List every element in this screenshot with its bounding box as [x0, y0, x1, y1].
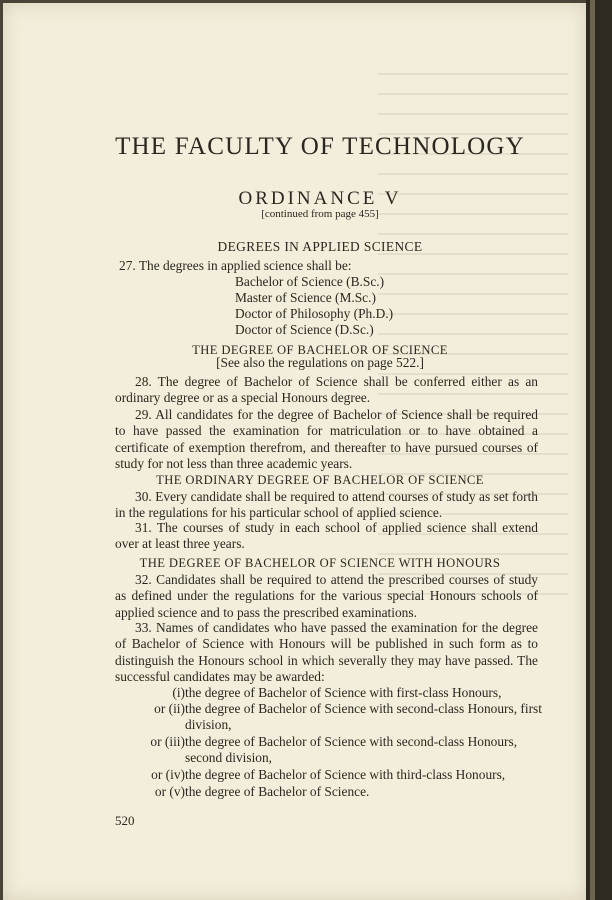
award-text: the degree of Bachelor of Science with first-class Honours,	[185, 685, 502, 700]
award-label: or (ii)	[154, 701, 185, 716]
award-text: the degree of Bachelor of Science with second-class Honours, second division,	[185, 734, 518, 765]
para-30: 30. Every candidate shall be required to attend courses of study as set forth in the regulations for his particular school of applied science.	[115, 489, 538, 521]
para-28: 28. The degree of Bachelor of Science shall be conferred either as an ordinary degree or as a special Honours degree.	[115, 374, 538, 406]
see-also-note: [See also the regulations on page 522.]	[216, 355, 424, 370]
degrees-heading: DEGREES IN APPLIED SCIENCE	[217, 239, 423, 254]
continued-note: [continued from page 455]	[261, 208, 379, 220]
degree-item: Master of Science (M.Sc.)	[235, 290, 376, 305]
award-item	[150, 734, 545, 766]
award-label: or (iii)	[150, 734, 185, 749]
award-item	[154, 784, 545, 800]
para-27: 27. The degrees in applied science shall be:	[119, 258, 352, 273]
ordinance-heading: ORDINANCE V	[238, 188, 402, 209]
award-text: the degree of Bachelor of Science with third-class Honours,	[185, 767, 506, 782]
para-33: 33. Names of candidates who have passed the examination for the degree of Bachelor of Science with Honours will be published in such form as to distinguish the Honours school in which severally they may have passed. The successful candidates may be awarded:	[115, 620, 538, 684]
award-item	[154, 701, 545, 733]
award-text: the degree of Bachelor of Science.	[185, 784, 370, 799]
degree-item: Doctor of Philosophy (Ph.D.)	[235, 306, 394, 321]
ordinary-heading: THE ORDINARY DEGREE OF BACHELOR OF SCIENCE	[156, 473, 484, 487]
page-title: THE FACULTY OF TECHNOLOGY	[115, 133, 525, 160]
para-31: 31. The courses of study in each school of applied science shall extend over at least three years.	[115, 520, 538, 552]
award-item	[172, 685, 545, 701]
degree-item: Bachelor of Science (B.Sc.)	[235, 274, 385, 289]
award-item	[151, 767, 545, 783]
award-label: or (v)	[154, 784, 185, 799]
award-text: the degree of Bachelor of Science with second-class Honours, first division,	[185, 701, 542, 732]
award-label: or (iv)	[151, 767, 185, 782]
award-label: (i)	[172, 685, 185, 700]
bachelor-heading: THE DEGREE OF BACHELOR OF SCIENCE	[192, 343, 448, 357]
page-number: 520	[115, 813, 135, 828]
para-32: 32. Candidates shall be required to attend the prescribed courses of study as defined under the regulations for the various special Honours schools of applied science and to pass the prescribed examinations.	[115, 572, 538, 620]
honours-heading: THE DEGREE OF BACHELOR OF SCIENCE WITH HONOURS	[139, 556, 501, 570]
para-29: 29. All candidates for the degree of Bachelor of Science shall be required to have passed the examination for matriculation or to have obtained a certificate of exemption therefrom, and thereafter to have pursued courses of study for not less than three academic years.	[115, 407, 538, 471]
degree-item: Doctor of Science (D.Sc.)	[235, 322, 374, 337]
